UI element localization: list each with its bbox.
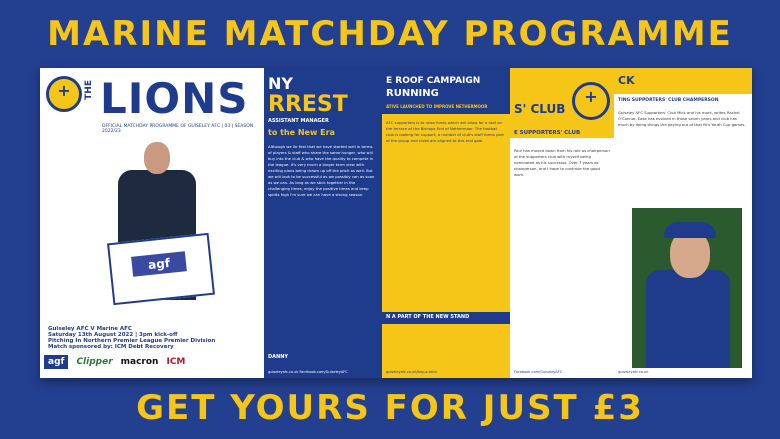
club-crest-icon	[46, 76, 82, 112]
match-line: Pitching In Northern Premier League Premier Division	[48, 338, 216, 344]
page5-foot: guiseleyafc.co.uk	[618, 370, 649, 374]
supporter-photo	[632, 208, 742, 368]
page3-body: AFC supporters is to raise funds which will allow for a roof on the terrace at the Bishops End of Nethermoor. The football club is looking for support, a number of club's staff forms part of the group and clubs are aligned to this end goal.	[386, 120, 504, 143]
page2-body: Although we lie first that we have started well in terms of players & staff who share the same hunger, who will buy into the club & who have the quality to compete in the league. It's very much a longer term view with exciting plans being drawn up off the pitch as well. But we will look to be successful as we possibly can as soon as we can. As long as we stick together in the challenging times, enjoy the positive times and keep spirits high I'm sure we can have a strong season.	[268, 144, 375, 197]
sponsor-logo: ICM	[166, 357, 186, 367]
assistant-manager-page	[264, 68, 382, 378]
headline-bottom: GET YOURS FOR JUST £3	[136, 388, 644, 428]
match-line: Match sponsored by: ICM Debt Recovery	[48, 344, 174, 350]
page3-foot: guiseleyafc.co.uk/buy-a-brick	[386, 370, 438, 374]
chairperson-page	[614, 68, 752, 378]
headline-top: MARINE MATCHDAY PROGRAMME	[47, 14, 733, 54]
match-line: Saturday 13th August 2022 | 3pm kick-off	[48, 332, 178, 338]
programme-spread	[40, 68, 752, 378]
page3-band: N A PART OF THE NEW STAND	[386, 314, 470, 320]
cover-subtitle: OFFICIAL MATCHDAY PROGRAMME OF GUISELEY AFC | 03 | SEASON 2022/23	[102, 124, 254, 134]
sponsor-logo: agf	[44, 355, 68, 369]
page2-sign: DANNY	[268, 354, 289, 360]
page3-tag: ATIVE LAUNCHED TO IMPROVE NETHERMOOR	[386, 104, 488, 109]
supporters-crest-icon	[572, 82, 610, 120]
page2-foot: guiseleyafc.co.uk Facebook.com/GuiseleyAFC	[268, 370, 348, 374]
page5-body: Guiseley AFC Supporters' Club Mick and his mark, writes Rachel O'Connor. Ease has evolved in those seven years and club has much by doing things the paying out of that fit's Youth Cup games.	[618, 110, 746, 127]
match-line: Guiseley AFC V Marine AFC	[48, 326, 132, 332]
player-photo	[108, 142, 204, 322]
page4-body: Paul has moved down from his role as chairperson of the supporters club with myself being nominated as his successor. Over 7 years as chairperson, and I hope to continue the good work.	[514, 148, 610, 177]
page2-title1: NY	[268, 74, 293, 93]
page4-title: S' CLUB	[514, 102, 566, 116]
page3-title1: E ROOF CAMPAIGN	[386, 76, 481, 86]
supporters-club-page	[510, 68, 614, 378]
cover-title: LIONS	[100, 74, 249, 123]
page2-heading: to the New Era	[268, 128, 335, 137]
sponsor-logo: macron	[120, 357, 159, 367]
page4-heading: E SUPPORTERS' CLUB	[514, 130, 581, 136]
sponsor-logo: Clipper	[76, 357, 113, 367]
page3-title2: RUNNING	[386, 88, 439, 99]
page2-role: ASSISTANT MANAGER	[268, 118, 329, 124]
shirt-sponsor: agf	[131, 251, 187, 277]
cover-page	[40, 68, 264, 378]
cover-the: THE	[84, 80, 94, 100]
roof-campaign-page	[382, 68, 510, 378]
page4-foot: Facebook.com/GuiseleyAFC	[514, 370, 563, 374]
page5-heading: TING SUPPORTERS' CLUB CHAMPERSON	[618, 98, 719, 103]
sponsor-strip	[44, 350, 260, 374]
page5-title: CK	[618, 74, 635, 87]
page2-title2: RREST	[268, 92, 348, 117]
